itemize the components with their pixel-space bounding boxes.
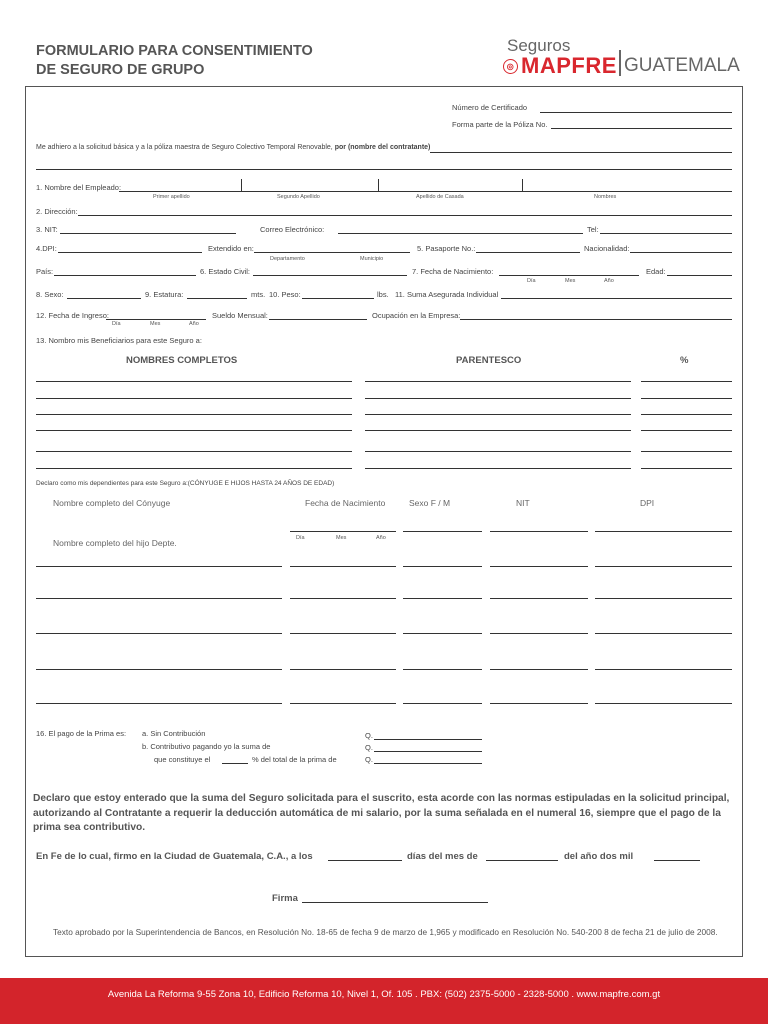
ingreso-mes-caption: Mes	[150, 321, 161, 327]
dependent-nit-field[interactable]	[490, 566, 588, 567]
ingreso-dia-caption: Día	[112, 321, 121, 327]
nombre-field[interactable]	[119, 191, 732, 192]
dependent-date-field[interactable]	[290, 633, 396, 634]
edad-label: Edad:	[646, 267, 666, 276]
fe-part3: del año dos mil	[564, 851, 634, 862]
correo-label: Correo Electrónico:	[260, 225, 325, 234]
sueldo-field[interactable]	[269, 319, 367, 320]
poliza-label: Forma parte de la Póliza No.	[452, 120, 548, 129]
dependent-name-field[interactable]	[36, 703, 282, 704]
logo-seguros: Seguros	[507, 36, 571, 55]
conyuge-nit-field[interactable]	[490, 531, 588, 532]
estatura-label: 9. Estatura:	[145, 290, 184, 299]
prima-a-amount-field[interactable]	[374, 739, 482, 740]
beneficiary-name-field[interactable]	[36, 468, 352, 469]
dependent-name-field[interactable]	[36, 669, 282, 670]
dependent-dpi-field[interactable]	[595, 598, 732, 599]
firma-field[interactable]	[302, 902, 488, 903]
contratante-field-2[interactable]	[36, 169, 732, 170]
prima-option-a: a. Sin Contribución	[142, 729, 206, 738]
hijo-header: Nombre completo del hijo Depte.	[53, 538, 177, 548]
prima-option-c: que constituye el	[154, 755, 211, 764]
beneficiary-name-field[interactable]	[36, 430, 352, 431]
prima-q-b: Q.	[365, 743, 373, 752]
extendido-label: Extendido en:	[208, 244, 254, 253]
apellido-casada-caption: Apellido de Casada	[416, 194, 464, 200]
nit-field[interactable]	[60, 233, 236, 234]
adhesion-main: Me adhiero a la solicitud básica y a la póliza maestra de Seguro Colectivo Temporal Renovable,	[36, 144, 333, 151]
dependent-sex-field[interactable]	[403, 598, 482, 599]
form-title-line2: DE SEGURO DE GRUPO	[36, 62, 205, 78]
pasaporte-label: 5. Pasaporte No.:	[417, 244, 476, 253]
estatura-field[interactable]	[187, 298, 247, 299]
tel-field[interactable]	[600, 233, 732, 234]
primer-apellido-caption: Primer apellido	[153, 194, 190, 200]
dia-caption: Día	[527, 278, 536, 284]
logo-country: GUATEMALA	[624, 55, 740, 76]
dpi-field[interactable]	[58, 252, 202, 253]
correo-field[interactable]	[338, 233, 583, 234]
conyuge-dpi-field[interactable]	[595, 531, 732, 532]
dependent-dpi-field[interactable]	[595, 566, 732, 567]
direccion-field[interactable]	[78, 215, 732, 216]
dpi-label: 4.DPI:	[36, 244, 57, 253]
ocupacion-label: Ocupación en la Empresa:	[372, 311, 461, 320]
pais-field[interactable]	[54, 275, 196, 276]
ingreso-field[interactable]	[106, 319, 206, 320]
sexo-header: Sexo F / M	[409, 498, 451, 508]
logo-mapfre-text: MAPFRE	[521, 53, 617, 78]
logo-divider	[619, 50, 621, 76]
footer-bar	[0, 978, 768, 1024]
beneficiary-percent-field[interactable]	[641, 398, 732, 399]
dep-mes-caption: Mes	[336, 535, 347, 541]
fe-part2: días del mes de	[407, 851, 478, 862]
dependent-name-field[interactable]	[36, 598, 282, 599]
dpi-header: DPI	[640, 498, 655, 508]
nit-header: NIT	[516, 498, 530, 508]
dependent-date-field[interactable]	[290, 669, 396, 670]
firma-label: Firma	[272, 893, 298, 904]
pais-label: País:	[36, 267, 54, 276]
segundo-apellido-caption: Segundo Apellido	[277, 194, 320, 200]
beneficiary-relation-field[interactable]	[365, 381, 631, 382]
dependent-nit-field[interactable]	[490, 669, 588, 670]
beneficiary-relation-field[interactable]	[365, 430, 631, 431]
pasaporte-field[interactable]	[476, 252, 580, 253]
nacimiento-field[interactable]	[499, 275, 639, 276]
dependent-sex-field[interactable]	[403, 566, 482, 567]
form-title-line1: FORMULARIO PARA CONSENTIMIENTO	[36, 43, 313, 59]
beneficiary-relation-field[interactable]	[365, 398, 631, 399]
sexo-label: 8. Sexo:	[36, 290, 64, 299]
conyuge-fecha-field[interactable]	[290, 531, 396, 532]
nacimiento-label: 7. Fecha de Nacimiento:	[412, 267, 494, 276]
beneficiary-relation-field[interactable]	[365, 414, 631, 415]
beneficiarios-label: 13. Nombro mis Beneficiarios para este Seguro a:	[36, 336, 202, 345]
nombres-caption: Nombres	[594, 194, 617, 200]
prima-label: 16. El pago de la Prima es:	[36, 729, 127, 738]
logo-mapfre	[503, 53, 617, 79]
departamento-caption: Departamento	[270, 256, 305, 262]
fecha-nac-header: Fecha de Nacimiento	[305, 498, 386, 508]
estado-civil-field[interactable]	[253, 275, 407, 276]
sueldo-label: Sueldo Mensual:	[212, 311, 268, 320]
municipio-caption: Municipio	[360, 256, 384, 262]
beneficiary-name-field[interactable]	[36, 451, 352, 452]
tel-label: Tel:	[587, 225, 599, 234]
anio-caption: Año	[604, 278, 614, 284]
beneficiary-relation-field[interactable]	[365, 468, 631, 469]
prima-percent-field[interactable]	[222, 763, 248, 764]
dependent-name-field[interactable]	[36, 566, 282, 567]
dependent-nit-field[interactable]	[490, 633, 588, 634]
dependent-dpi-field[interactable]	[595, 669, 732, 670]
mes-caption: Mes	[565, 278, 576, 284]
beneficiary-percent-field[interactable]	[641, 414, 732, 415]
nombre-divider	[241, 179, 242, 191]
approval-note: Texto aprobado por la Superintendencia de Bancos, en Resolución No. 18-65 de fecha 9 de marzo de 1,965 y modificado en Resolución No. 540-200 8 de fecha 21 de julio de 2008.	[53, 927, 718, 937]
suma-field[interactable]	[501, 298, 732, 299]
ocupacion-field[interactable]	[460, 319, 732, 320]
beneficiary-name-field[interactable]	[36, 414, 352, 415]
mapfre-emblem-icon: ◎	[503, 59, 518, 74]
dependent-dpi-field[interactable]	[595, 703, 732, 704]
poliza-field[interactable]	[551, 128, 732, 129]
form-title	[36, 42, 313, 80]
fe-part1: En Fe de lo cual, firmo en la Ciudad de Guatemala, C.A., a los	[36, 851, 313, 862]
dependent-dpi-field[interactable]	[595, 633, 732, 634]
fe-month-field[interactable]	[486, 860, 558, 861]
fe-day-field[interactable]	[328, 860, 402, 861]
dependent-sex-field[interactable]	[403, 669, 482, 670]
mts-unit: mts.	[251, 290, 266, 299]
col-parentesco-header: PARENTESCO	[456, 355, 522, 366]
beneficiary-percent-field[interactable]	[641, 468, 732, 469]
suma-label: 11. Suma Asegurada Individual	[395, 290, 499, 299]
certificado-field[interactable]	[540, 112, 732, 113]
dep-anio-caption: Año	[376, 535, 386, 541]
contratante-field[interactable]	[430, 152, 732, 153]
beneficiary-percent-field[interactable]	[641, 430, 732, 431]
declaracion-paragraph: Declaro que estoy enterado que la suma del Seguro solicitada para el suscrito, esta acorde con las normas estipuladas en la solicitud principal, autorizando al Contratante a requerir la deducción automática de mi salario, por la suma señalada en el numeral 16, siempre que el pago de la prima sea contributivo.	[33, 793, 730, 833]
nit-label: 3. NIT:	[36, 225, 58, 234]
nacionalidad-field[interactable]	[630, 252, 732, 253]
dependent-name-field[interactable]	[36, 633, 282, 634]
beneficiary-name-field[interactable]	[36, 381, 352, 382]
dependent-nit-field[interactable]	[490, 598, 588, 599]
adhesion-por: por (nombre del contratante)	[334, 144, 431, 151]
nombre-label: 1. Nombre del Empleado:	[36, 183, 122, 192]
prima-c-amount-field[interactable]	[374, 763, 482, 764]
nombre-divider	[378, 179, 379, 191]
col-nombres-header: NOMBRES COMPLETOS	[126, 355, 238, 366]
nombre-divider	[522, 179, 523, 191]
sexo-field[interactable]	[67, 298, 141, 299]
ingreso-label: 12. Fecha de Ingreso:	[36, 311, 109, 320]
direccion-label: 2. Dirección:	[36, 207, 78, 216]
peso-field[interactable]	[302, 298, 374, 299]
fe-year-field[interactable]	[654, 860, 700, 861]
extendido-field[interactable]	[254, 252, 410, 253]
dependent-date-field[interactable]	[290, 598, 396, 599]
conyuge-header: Nombre completo del Cónyuge	[53, 498, 171, 508]
estado-civil-label: 6. Estado Civil:	[200, 267, 251, 276]
dependent-sex-field[interactable]	[403, 703, 482, 704]
prima-option-c2: % del total de la prima de	[252, 755, 337, 764]
edad-field[interactable]	[667, 275, 732, 276]
beneficiary-relation-field[interactable]	[365, 451, 631, 452]
adhesion-text	[36, 144, 430, 151]
prima-q-c: Q.	[365, 755, 373, 764]
dependent-nit-field[interactable]	[490, 703, 588, 704]
prima-b-amount-field[interactable]	[374, 751, 482, 752]
peso-label: 10. Peso:	[269, 290, 301, 299]
nacionalidad-label: Nacionalidad:	[584, 244, 630, 253]
dependent-date-field[interactable]	[290, 566, 396, 567]
lbs-unit: lbs.	[377, 290, 389, 299]
col-porcentaje-header: %	[680, 355, 689, 366]
certificado-label: Número de Certificado	[452, 103, 528, 112]
ingreso-anio-caption: Año	[189, 321, 199, 327]
prima-q-a: Q.	[365, 731, 373, 740]
dep-dia-caption: Día	[296, 535, 305, 541]
beneficiary-name-field[interactable]	[36, 398, 352, 399]
beneficiary-percent-field[interactable]	[641, 451, 732, 452]
dependientes-label: Declaro como mis dependientes para este Seguro a:(CÓNYUGE E HIJOS HASTA 24 AÑOS DE EDAD)	[36, 480, 335, 487]
beneficiary-percent-field[interactable]	[641, 381, 732, 382]
footer-address: Avenida La Reforma 9-55 Zona 10, Edificio Reforma 10, Nivel 1, Of. 105 . PBX: (502) 2375-5000 - 2328-5000 . www.mapfre.com.gt	[107, 989, 661, 1000]
prima-option-b: b. Contributivo pagando yo la suma de	[142, 742, 271, 751]
dependent-sex-field[interactable]	[403, 633, 482, 634]
conyuge-sexo-field[interactable]	[403, 531, 482, 532]
dependent-date-field[interactable]	[290, 703, 396, 704]
